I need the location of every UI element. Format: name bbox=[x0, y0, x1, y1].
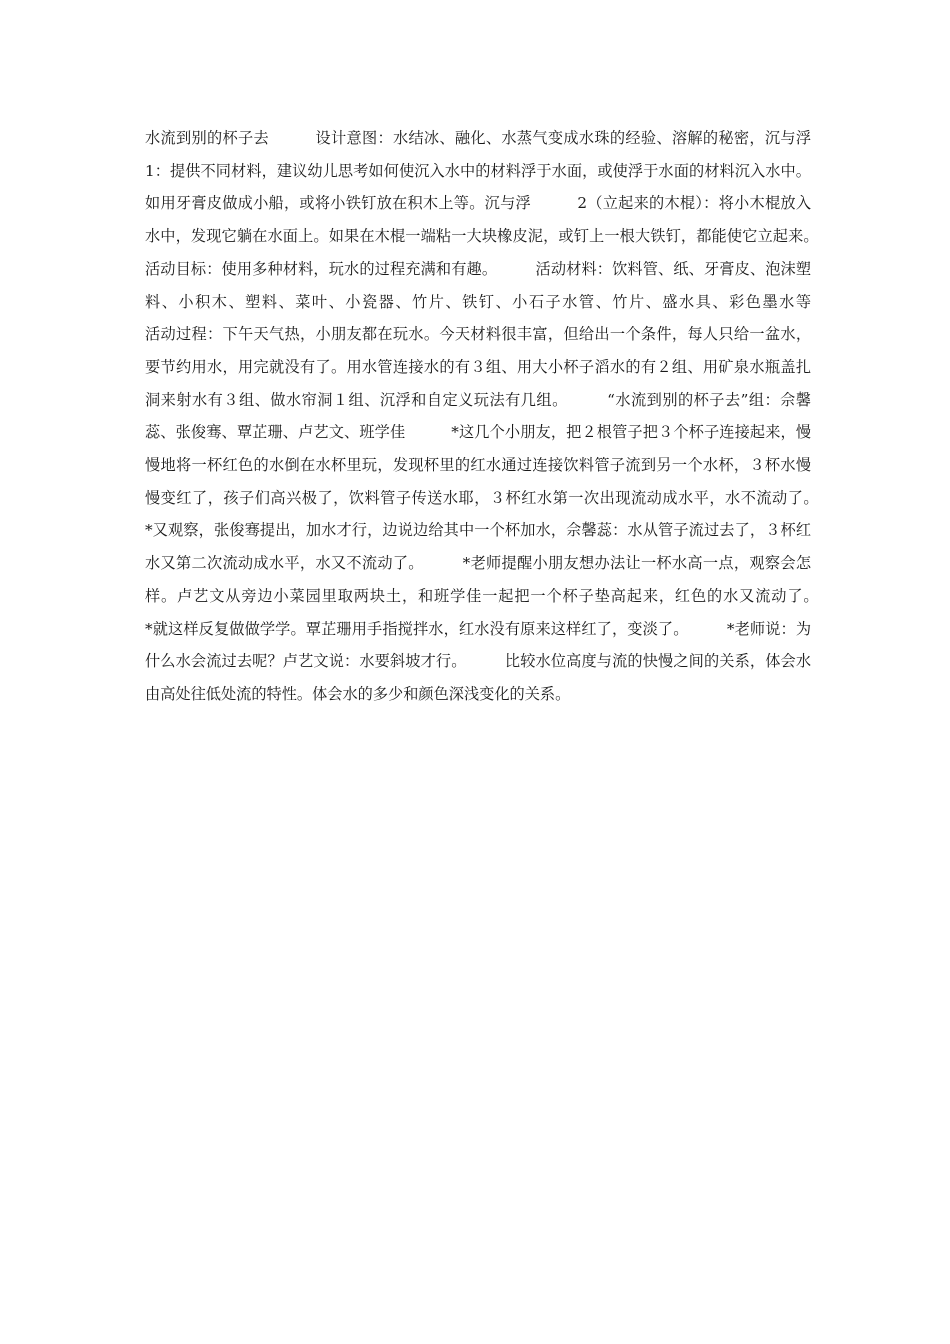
paragraph-group-members: “水流到别的杯子去”组：佘馨蕊、张俊骞、覃芷珊、卢艺文、班学佳 bbox=[145, 390, 812, 442]
paragraph-design-intent: 设计意图：水结冰、融化、水蒸气变成水珠的经验、溶解的秘密，沉与浮 bbox=[315, 129, 812, 147]
paragraph-observation-1: *这几个小朋友，把２根管子把３个杯子连接起来，慢慢地将一杯红色的水倒在水杯里玩，发现杯里的红水通过连接饮料管子流到另一个水杯，３杯水慢慢变红了，孩子们高兴极了，饮料管子传送水耶，３杯红水第一次出现流动成水平，水不流动了。 bbox=[145, 423, 812, 507]
paragraph-observation-3: *老师提醒小朋友想办法让一杯水高一点，观察会怎样。卢艺文从旁边小菜园里取两块土，和班学佳一起把一个杯子垫高起来，红色的水又流动了。 bbox=[145, 554, 812, 605]
paragraph-sink-float-2: 2（立起来的木棍）：将小木棍放入水中，发现它躺在水面上。如果在木棍一端粘一大块橡皮泥，或钉上一根大铁钉，都能使它立起来。 bbox=[145, 194, 812, 246]
paragraph-teacher-question: *老师说：为什么水会流过去呢？卢艺文说：水要斜坡才行。 bbox=[145, 619, 812, 671]
paragraph-sink-float-1: 1：提供不同材料，建议幼儿思考如何使沉入水中的材料浮于水面，或使浮于水面的材料沉入水中。如用牙膏皮做成小船，或将小铁钉放在积木上等。沉与浮 bbox=[145, 161, 811, 213]
document-body bbox=[145, 122, 811, 711]
paragraph-conclusion: 比较水位高度与流的快慢之间的关系，体会水由高处往低处流的特性。体会水的多少和颜色深浅变化的关系。 bbox=[145, 652, 812, 703]
paragraph-observation-2: *又观察，张俊骞提出，加水才行，边说边给其中一个杯加水，佘馨蕊：水从管子流过去了，３杯红水又第二次流动成水平，水又不流动了。 bbox=[145, 521, 811, 573]
paragraph-activity-goal: 活动目标：使用多种材料，玩水的过程充满和有趣。 bbox=[145, 259, 490, 278]
document-title: 水流到别的杯子去 bbox=[145, 129, 269, 147]
paragraph-activity-process: 活动过程：下午天气热，小朋友都在玩水。今天材料很丰富，但给出一个条件，每人只给一盆水，要节约用水，用完就没有了。用水管连接水的有３组、用大小杯子滔水的有２组、用矿泉水瓶盖扎洞来射水有３组、做水帘洞１组、沉浮和自定义玩法有几组。 bbox=[145, 325, 811, 409]
paragraph-observation-4: *就这样反复做做学学。覃芷珊用手指搅拌水，红水没有原来这样红了，变淡了。 bbox=[145, 619, 681, 638]
paragraph-activity-materials: 活动材料：饮料管、纸、牙膏皮、泡沫塑料、小积木、塑料、菜叶、小瓷器、竹片、铁钉、小石子水管、竹片、盛水具、彩色墨水等 bbox=[145, 259, 812, 311]
